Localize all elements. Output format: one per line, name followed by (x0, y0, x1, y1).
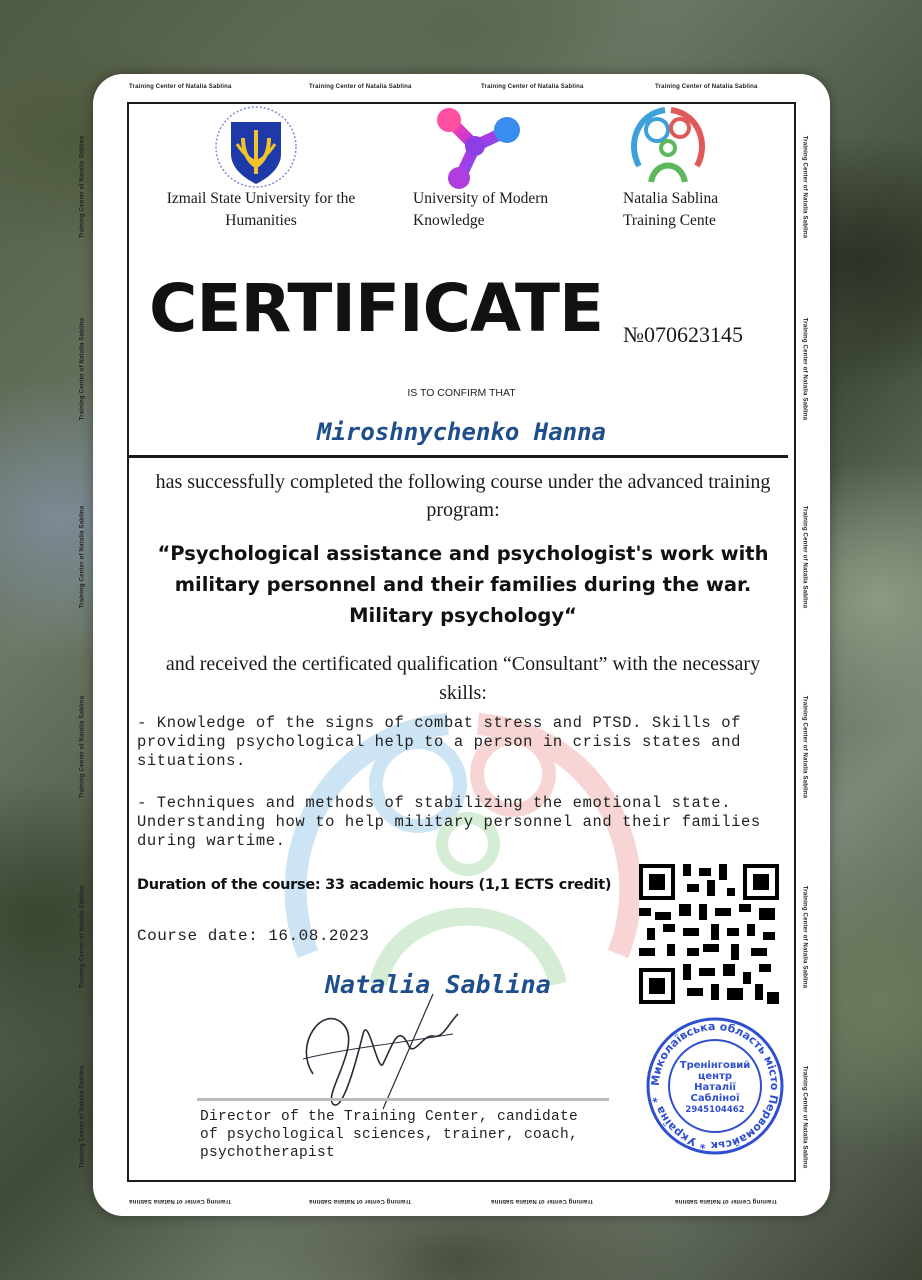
institution-name: Natalia Sablina Training Cente (623, 190, 719, 229)
confirm-text: IS TO CONFIRM THAT (407, 387, 516, 399)
official-stamp-icon (645, 1016, 785, 1156)
edge-text-top: Training Center of Natalia Sablina (655, 84, 758, 90)
edge-text-left: Training Center of Natalia Sablina (79, 505, 86, 609)
edge-text-left: Training Center of Natalia Sablina (79, 885, 86, 989)
received-text: and received the certificated qualification “Consultant” with the necessary skills: (165, 653, 761, 704)
family-circle-icon (627, 104, 709, 186)
edge-text-top: Training Center of Natalia Sablina (129, 84, 232, 90)
skill-item: - Knowledge of the signs of combat stress and PTSD. Skills of providing psychological help to a person in crisis states and situations. (137, 714, 741, 770)
name-underline (127, 455, 788, 458)
institution-name: University of Modern Knowledge (413, 190, 549, 229)
edge-text-right: Training Center of Natalia Sablina (801, 695, 808, 799)
handwritten-signature-icon (283, 964, 483, 1114)
edge-text-left: Training Center of Natalia Sablina (79, 317, 86, 421)
institution-name: Izmail State University for the Humanities (166, 190, 356, 229)
stamp-line: Сабліної (690, 1093, 740, 1104)
trident-shield-icon (213, 104, 299, 190)
skill-item: - Techniques and methods of stabilizing the emotional state. Understanding how to help military personnel and their families during wartime. (137, 794, 761, 850)
completed-text: has successfully completed the following course under the advanced training program: (155, 471, 771, 521)
stamp-line: центр (697, 1071, 733, 1082)
recipient-name: Miroshnychenko Hanna (317, 418, 606, 446)
edge-text-right: Training Center of Natalia Sablina (801, 505, 808, 609)
edge-text-left: Training Center of Natalia Sablina (79, 695, 86, 799)
edge-text-right: Training Center of Natalia Sablina (801, 1065, 808, 1169)
director-title: Director of the Training Center, candidate of psychological sciences, trainer, coach, psychotherapist (200, 1109, 579, 1161)
stamp-code: 2945104462 (685, 1105, 745, 1115)
edge-text-left: Training Center of Natalia Sablina (79, 135, 86, 239)
edge-text-right: Training Center of Natalia Sablina (801, 135, 808, 239)
qr-code-icon (639, 864, 779, 1004)
edge-text-top: Training Center of Natalia Sablina (309, 84, 412, 90)
edge-text-right: Training Center of Natalia Sablina (801, 885, 808, 989)
course-date: Course date: 16.08.2023 (137, 927, 370, 945)
edge-text-top: Training Center of Natalia Sablina (481, 84, 584, 90)
certificate-title: CERTIFICATE (149, 270, 604, 347)
molecule-icon (433, 104, 523, 190)
edge-text-bottom: Training Center of Natalia Sablina (675, 1198, 778, 1204)
edge-text-left: Training Center of Natalia Sablina (79, 1065, 86, 1169)
stamp-line: Тренінговий (679, 1060, 751, 1071)
edge-text-bottom: Training Center of Natalia Sablina (129, 1198, 232, 1204)
signature-line (197, 1098, 609, 1101)
certificate-number: №070623145 (623, 322, 743, 347)
edge-text-bottom: Training Center of Natalia Sablina (309, 1198, 412, 1204)
course-name: “Psychological assistance and psychologist's work with military personnel and their families during the war. Military psychology“ (157, 542, 769, 627)
signer-name: Natalia Sablina (325, 970, 551, 999)
certificate-card (79, 74, 830, 1216)
stamp-ring-text: Миколаївська область місто Первомайськ * Україна * (648, 1019, 782, 1153)
edge-text-bottom: Training Center of Natalia Sablina (491, 1198, 594, 1204)
course-duration: Duration of the course: 33 academic hours (1,1 ECTS credit) (137, 877, 612, 893)
stamp-line: Наталії (694, 1082, 736, 1093)
edge-text-right: Training Center of Natalia Sablina (801, 317, 808, 421)
